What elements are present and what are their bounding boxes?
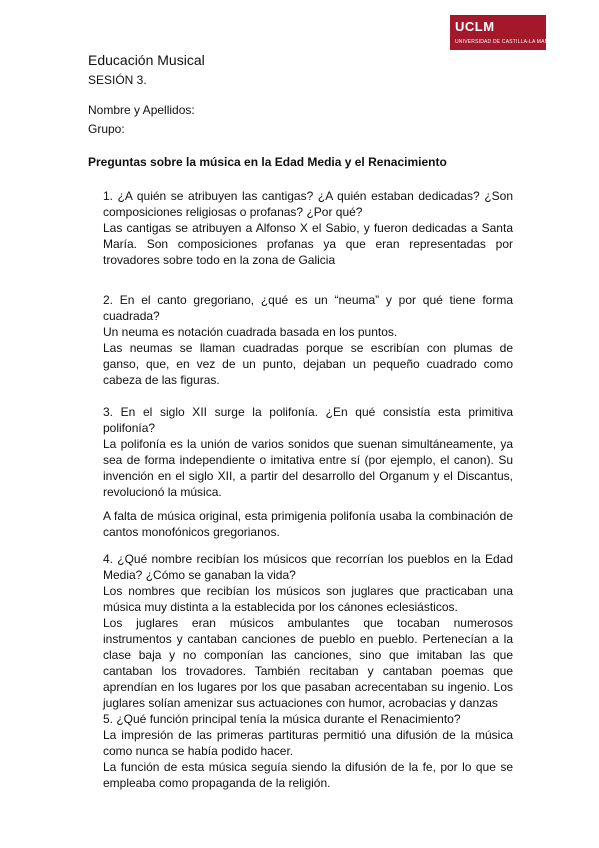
answer-line: sea de forma independiente o imitativa entre sí (por ejemplo, el canon). Su <box>103 453 513 467</box>
answer-line: cantos monofónicos gregorianos. <box>103 525 280 539</box>
question-line: Media? ¿Cómo se ganaban la vida? <box>103 568 296 582</box>
question-line: 4. ¿Qué nombre recibían los músicos que recorrían los pueblos en la Edad <box>103 552 513 566</box>
question-2 <box>103 292 513 388</box>
question-1 <box>103 188 513 268</box>
logo-subtitle: UNIVERSIDAD DE CASTILLA-LA MANCHA <box>455 39 560 45</box>
answer-line: revolucionó la música. <box>103 485 222 499</box>
question-line: 1. ¿A quién se atribuyen las cantigas? ¿A quién estaban dedicadas? ¿Son <box>103 189 513 203</box>
course-title: Educación Musical <box>88 52 205 68</box>
answer-line: trovadores sobre todo en la zona de Galicia <box>103 253 336 267</box>
answer-line: música muy distinta a la establecida por los cánones eclesiásticos. <box>103 600 458 614</box>
document-title: Preguntas sobre la música en la Edad Media y el Renacimiento <box>88 155 447 169</box>
answer-line: Un neuma es notación cuadrada basada en los puntos. <box>103 325 398 339</box>
session-label: SESIÓN 3. <box>88 73 147 87</box>
answer-line: cabeza de las figuras. <box>103 373 220 387</box>
answer-line: ganso, que, en vez de un punto, dejaban un pequeño cuadrado como <box>103 357 513 371</box>
answer-line: empleaba como propaganda de la religión. <box>103 776 331 790</box>
answer-line: La impresión de las primeras partituras permitió una difusión de la música <box>103 728 513 742</box>
answer-line: invención en el siglo XII, a partir del desarrollo del Organum y el Discantus, <box>103 469 513 483</box>
question-5 <box>103 711 513 791</box>
answer-line: A falta de música original, esta primigenia polifonía usaba la combinación de <box>103 509 513 523</box>
answer-line: cantaban los trovadores. También recitaban y cantaban poemas que <box>103 664 513 678</box>
question-3-note <box>103 508 513 540</box>
answer-line: Los juglares eran músicos ambulantes que tocaban numerosos <box>103 616 513 630</box>
uclm-logo <box>450 15 560 50</box>
answer-line: Los nombres que recibían los músicos son juglares que practicaban una <box>103 584 513 598</box>
answer-line: La función de esta música seguía siendo la difusión de la fe, por lo que se <box>103 760 513 774</box>
group-label: Grupo: <box>88 122 125 136</box>
answer-line: clase baja y no componían las canciones, sino que imitaban las que <box>103 648 513 662</box>
answer-line: juglares solían amenizar sus actuaciones con humor, acrobacias y danzas <box>103 696 498 710</box>
answer-line: La polifonía es la unión de varios sonidos que suenan simultáneamente, ya <box>103 437 513 451</box>
question-line: 2. En el canto gregoriano, ¿qué es un “neuma” y por qué tiene forma <box>103 293 513 307</box>
name-label: Nombre y Apellidos: <box>88 103 195 117</box>
answer-line: Las neumas se llaman cuadradas porque se escribían con plumas de <box>103 341 513 355</box>
answer-line: Las cantigas se atribuyen a Alfonso X el Sabio, y fueron dedicadas a Santa <box>103 221 513 235</box>
question-3 <box>103 404 513 500</box>
question-line: polifonía? <box>103 421 156 435</box>
question-line: cuadrada? <box>103 309 160 323</box>
answer-line: aprendían en los lugares por los que pasaban acrecentaban su ingenio. Los <box>103 680 513 694</box>
question-line: 5. ¿Qué función principal tenía la música durante el Renacimiento? <box>103 712 461 726</box>
question-line: composiciones religiosas o profanas? ¿Por qué? <box>103 205 363 219</box>
question-4 <box>103 551 513 711</box>
answer-line: instrumentos y cantaban canciones de pueblo en pueblo. Pertenecían a la <box>103 632 513 646</box>
logo-mark: UCLM <box>455 19 495 34</box>
answer-line: María. Son composiciones profanas ya que eran representadas por <box>103 237 513 251</box>
question-line: 3. En el siglo XII surge la polifonía. ¿En qué consistía esta primitiva <box>103 405 513 419</box>
answer-line: como nunca se había podido hacer. <box>103 744 294 758</box>
